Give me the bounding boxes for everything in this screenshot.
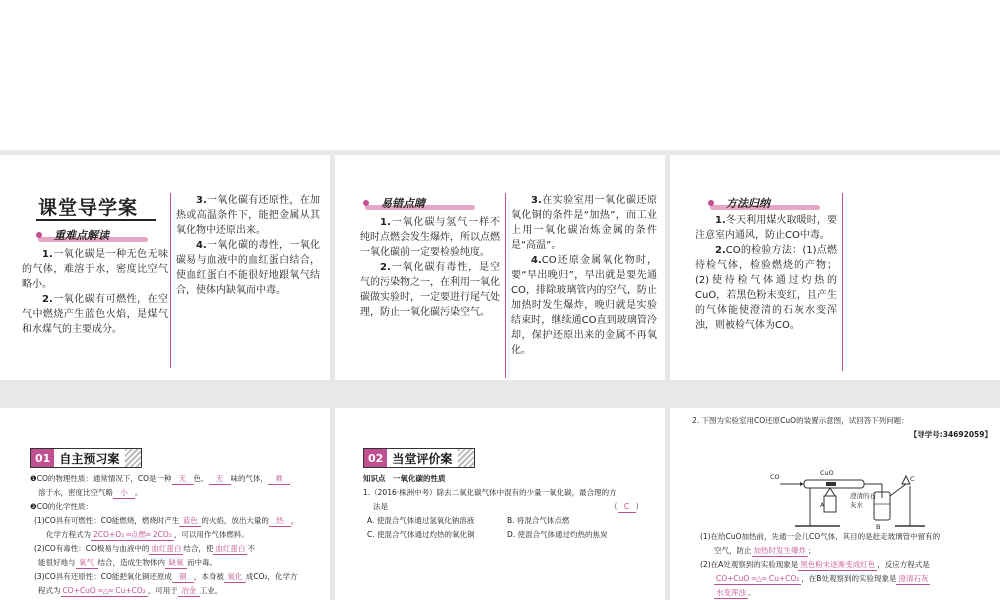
line-9: 程式为 CO+CuO ═△═ Cu+CO₂ ，可用于 冶金 工业。 [38,586,223,595]
page-title: 课堂导学案 [38,197,139,219]
banner-dot-icon [708,200,714,206]
subtitle-banner [375,195,465,211]
knowledge-point: 知识点 一氧化碳的性质 [363,474,446,483]
answer-blank[interactable]: 氧化 [224,572,246,583]
banner-dot-icon [363,200,369,206]
paragraph-4: 4.一氧化碳的毒性，一氧化碳易与血液中的血红蛋白结合，使血红蛋白不能很好地跟氧气结合，使体内缺氧而中毒。 [176,240,320,296]
options-row-1 [363,514,655,528]
subtitle-text: 重难点解读 [54,229,109,242]
section-label: 当堂评价案 [392,451,453,466]
header-stripe-decoration [125,449,141,467]
answer-blank[interactable]: 黑色粉末逐渐变成红色 [800,560,876,569]
answer-blank[interactable]: 氧气 [76,558,98,569]
column-right [511,193,657,358]
answer-line-4: CO+CuO ═△═ Cu+CO₂ ，在B处观察到的实验现象是 澄清石灰 [716,574,929,583]
subtitle-banner [48,227,138,243]
option-c[interactable]: C. 使混合气体通过灼热的氧化铜 [367,530,475,539]
paragraph-4: 4.CO还原金属氧化物时，要“早出晚归”，早出就是要先通CO，排除玻璃管内的空气，防止加热时发生爆炸，晚归就是实验结束时，继续通CO直到玻璃管冷却，保护还原出来的金属不再氧化。 [511,255,657,356]
question-line-1: 1.（2016·株洲中考）除去二氧化碳气体中混有的少量一氧化碳，最合理的方 [363,488,617,497]
option-d[interactable]: D. 使混合气体通过灼热的焦炭 [507,530,608,539]
answer-blank[interactable]: 缺氧 [165,558,187,569]
paragraph-1: 1.冬天利用煤火取暖时，要注意室内通风，防止CO中毒。 [695,215,837,241]
subtitle-text: 易错点睛 [381,197,425,210]
line-8: (3)CO具有还原性：CO能把氧化铜还原成 铜 ，本身被 氧化 成CO₂，化学方 [34,572,298,581]
paragraph-2: 2.一氧化碳有毒性，是空气的污染物之一，在利用一氧化碳做实验时，一定要进行尾气处理，防止一氧化碳污染空气。 [360,262,500,318]
slide-lesson-guide[interactable] [0,155,330,380]
answer-blank[interactable]: 无 [172,474,194,485]
paragraph-1: 1.一氧化碳与氢气一样不纯时点燃会发生爆炸，所以点燃一氧化碳前一定要检验纯度。 [360,217,500,258]
line-6: (2)CO有毒性：CO极易与血液中的 血红蛋白 结合，使 血红蛋白 不 [34,544,255,553]
alcohol-lamp-icon [824,496,836,512]
answer-blank[interactable]: CO+CuO ═△═ Cu+CO₂ [716,574,800,583]
answer-blank[interactable]: 铜 [172,572,194,583]
answer-blank[interactable]: 热 [269,516,291,527]
line-3: ❷CO的化学性质： [30,502,93,511]
line-1: ❶CO的物理性质：通常情况下，CO是一种 无 色、 无 味的气体， 难 [30,472,322,486]
answer-blank[interactable]: 血红蛋白 [151,544,182,553]
question-content [363,472,655,542]
guide-number: 【导学号:34692059】 [909,430,992,439]
cuo-powder [826,482,836,486]
answer-bracket: （ C ） [610,502,643,511]
column-right [176,193,320,298]
answer-blank[interactable]: 2CO+O₂ ═点燃═ 2CO₂ [93,530,172,539]
line-2: 溶于水，密度比空气略 小 。 [38,488,143,497]
section-number: 01 [31,449,54,467]
answer-blank[interactable]: 加热时发生爆炸 [753,546,806,555]
answer-blank[interactable]: 水变浑浊 [716,588,746,597]
subtitle-banner [720,195,810,211]
column-divider [505,193,506,378]
section-header [30,448,142,468]
slide-experiment-question[interactable] [670,408,1000,600]
options-row-2 [363,528,655,542]
section-header [363,448,475,468]
label-limewater: 澄清的石灰水 [850,492,876,509]
fill-blank-content [30,472,322,598]
slide-class-evaluation[interactable] [335,408,665,600]
arrow-head-icon [800,482,804,486]
paragraph-3: 3.在实验室用一氧化碳还原氧化铜的条件是“加热”，而工业上用一氧化碳冶炼金属的条件是“高温”。 [511,195,657,251]
blank-top-area [0,0,1000,150]
answer-blank[interactable]: 澄清石灰 [898,574,929,583]
answer-line-1: (1)在给CuO加热前，先通一会儿CO气体，其目的是赶走玻璃管中留有的 [700,532,941,541]
line-4: (1)CO具有可燃性：CO能燃烧，燃烧时产生 蓝色 的火焰，放出大量的 热 ， [34,516,299,525]
title-underline [36,219,156,221]
burner-flame-icon [825,488,835,496]
label-cuo: CuO [820,469,834,477]
answer-line-5: 水变浑浊 。 [716,588,756,597]
label-co: CO [770,473,780,481]
section-label: 自主预习案 [59,451,120,466]
column-left [22,247,168,337]
answer-blank[interactable]: 小 [113,488,135,499]
answers-content [700,530,994,600]
banner-dot-icon [36,232,42,238]
answer-blank[interactable]: 无 [209,474,231,485]
slide-method-summary[interactable] [670,155,1000,380]
option-a[interactable]: A. 使混合气体通过氢氧化钠溶液 [367,516,475,525]
paragraph-1: 1.一氧化碳是一种无色无味的气体，难溶于水，密度比空气略小。 [22,249,168,290]
exhaust-flame-icon [902,476,910,484]
section-number: 02 [364,449,387,467]
line-7: 能很好地与 氧气 结合，造成生物体内 缺氧 而中毒。 [38,558,217,567]
column-divider [842,193,843,371]
answer-line-3: (2)在A处观察到的实验现象是 黑色粉末逐渐变成红色 ，反应方程式是 [700,560,930,569]
answer-choice[interactable]: C [618,502,636,513]
answer-line-2: 空气，防止 加热时发生爆炸 ； [714,546,816,555]
option-b[interactable]: B. 将混合气体点燃 [507,516,570,525]
label-a: A [820,501,825,509]
paragraph-3: 3.一氧化碳有还原性，在加热或高温条件下，能把金属从其氧化物中还原出来。 [176,195,320,236]
header-stripe-decoration [458,449,474,467]
column-main [695,213,837,333]
label-b: B [876,523,881,531]
question-header [692,414,992,442]
question-text: 2. 下图为实验室用CO还原CuO的装置示意图，试回答下列问题： [692,416,909,425]
paragraph-2: 2.一氧化碳有可燃性，在空气中燃烧产生蓝色火焰，是煤气和水煤气的主要成分。 [22,294,168,335]
slide-common-mistakes[interactable] [335,155,665,380]
answer-blank[interactable]: 冶金 [178,586,200,597]
exhaust-tube [890,484,906,496]
slide-self-study[interactable] [0,408,330,600]
paragraph-2: 2.CO的检验方法：(1)点燃待检气体，检验燃烧的产物；(2)使待检气体通过灼热的CuO，若黑色粉末变红，且产生的气体能使澄清的石灰水变浑浊，则被检气体为CO。 [695,245,837,331]
line-5: 化学方程式为 2CO+O₂ ═点燃═ 2CO₂ ，可以用作气体燃料。 [46,530,249,539]
answer-blank[interactable]: 血红蛋白 [215,544,246,553]
answer-blank[interactable]: 难 [268,474,290,485]
column-divider [170,193,171,368]
answer-blank[interactable]: CO+CuO ═△═ Cu+CO₂ [62,586,146,595]
answer-blank[interactable]: 蓝色 [179,516,201,527]
label-c: C [910,475,915,483]
subtitle-text: 方法归纳 [726,197,770,210]
question-line-2: 法是 （ C ） [363,500,655,514]
column-left [360,215,500,320]
